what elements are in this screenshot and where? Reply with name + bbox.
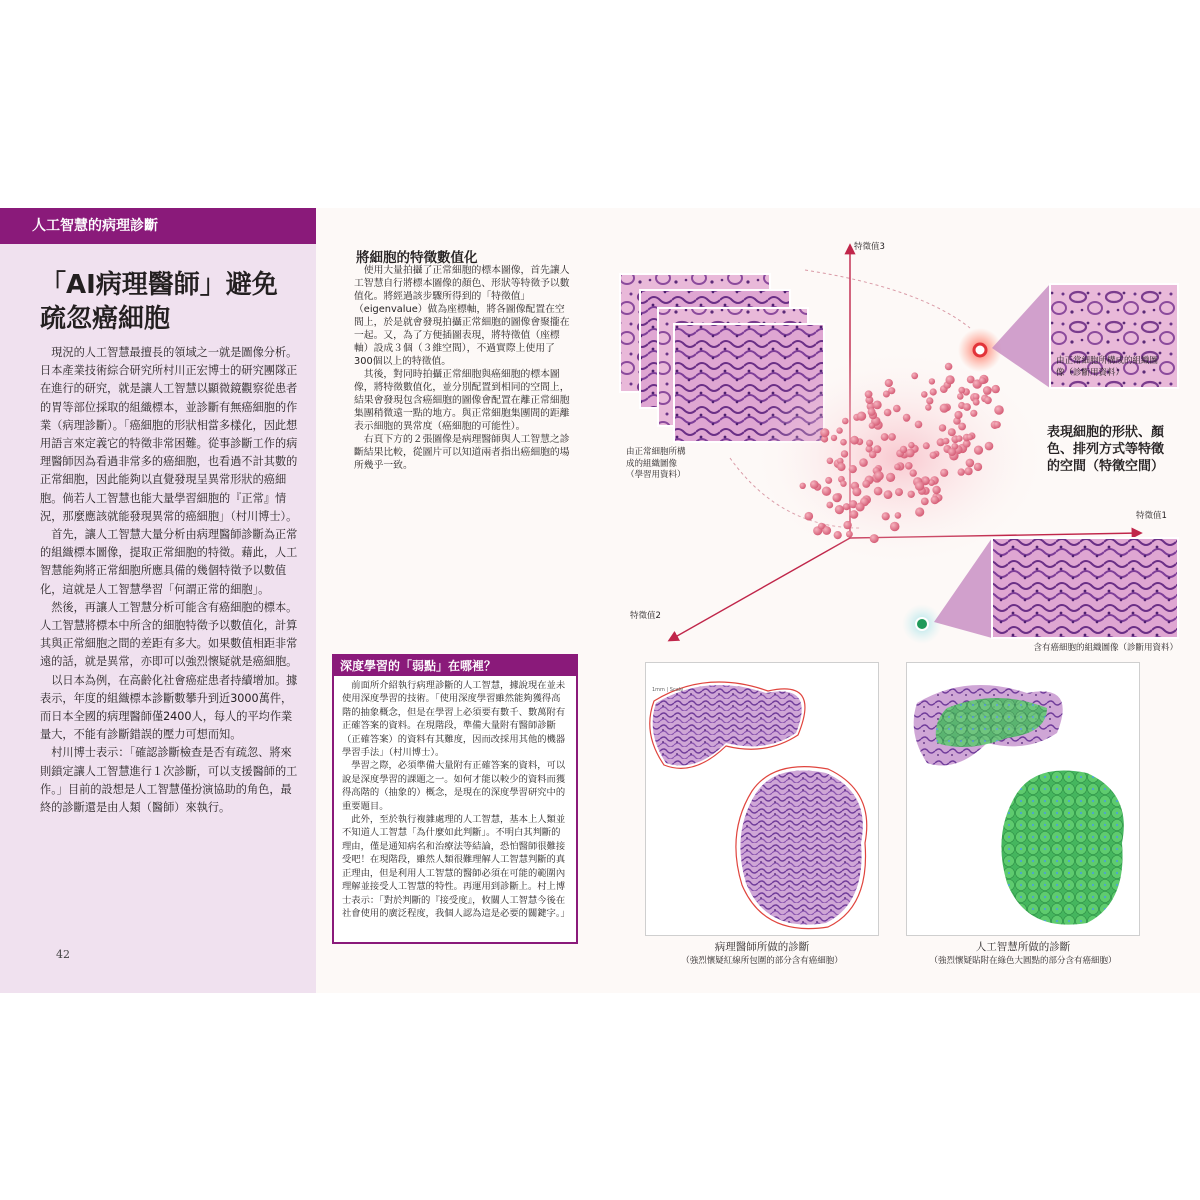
sample-dot	[850, 436, 859, 445]
feature-space-label: 表現細胞的形狀、顏 色、排列方式等特徵 的空間（特徵空間）	[1047, 425, 1165, 474]
sample-dot	[831, 435, 837, 441]
normal-diagnosis-caption: 由正常細胞所構成的組織圖 像（診斷用資料）	[1056, 356, 1159, 378]
sample-dot	[894, 464, 901, 471]
sample-dot	[945, 363, 953, 371]
sample-dot	[954, 411, 962, 419]
guide-curve	[805, 270, 970, 328]
sample-dot	[979, 377, 986, 384]
sample-dot	[869, 451, 877, 459]
sample-dot	[956, 435, 963, 442]
left-column	[0, 208, 316, 993]
sample-dot	[908, 491, 915, 498]
body-text	[40, 344, 300, 817]
headline	[40, 268, 310, 336]
sample-dot	[890, 522, 900, 532]
sample-dot	[865, 390, 873, 398]
sample-dot	[826, 502, 833, 509]
headline-line-2: 疏忽癌細胞	[40, 304, 171, 334]
sample-dot	[963, 403, 971, 411]
sample-dot	[939, 424, 946, 431]
paragraph: 然後，再讓人工智慧分析可能含有癌細胞的標本。人工智慧將標本中所含的細胞特徵予以數值化，計算其與正常細胞之間的差距有多大。如果數值相距非常遠的話，就是異常，亦即可以強烈懷疑就是癌細胞。	[40, 600, 298, 669]
sample-dot	[800, 483, 806, 489]
sample-dot	[868, 408, 876, 416]
sample-dot	[833, 494, 841, 502]
ai-diagnosis-panel	[906, 662, 1140, 936]
sample-dot	[869, 422, 875, 428]
sample-dot	[974, 463, 982, 471]
cancer-diagnosis-image	[992, 538, 1178, 638]
learning-data-caption: 由正常細胞所構 成的組織圖像 （學習用資料）	[626, 447, 686, 480]
sample-dot	[893, 405, 901, 413]
sample-dot	[984, 396, 992, 404]
sample-dot	[850, 510, 859, 519]
ai-detection-region	[1001, 771, 1123, 925]
intro-text	[354, 264, 572, 472]
tissue-fragment	[653, 685, 802, 766]
sample-dot	[983, 386, 992, 395]
paragraph: 其後，對同時拍攝正常細胞與癌細胞的標本圖像，將特徵數值化，並分別配置到相同的空間上，結果會發現包含癌細胞的圖像會配置在離正常細胞集團稍微遠一點的地方。與正常細胞集團間的距離表示細胞的異常度（癌細胞的可能性）。	[354, 369, 570, 432]
sample-dot	[930, 452, 937, 459]
tissue-fragment	[740, 771, 862, 925]
sample-dot	[966, 459, 975, 468]
sample-dot	[931, 496, 939, 504]
sample-dot	[957, 393, 964, 400]
sample-dot	[805, 512, 814, 521]
sample-dot	[835, 505, 844, 514]
sample-dot	[866, 440, 873, 447]
sample-dot	[930, 388, 937, 395]
sample-dot	[862, 480, 870, 488]
headline-line-1: 「AI病理醫師」避免	[40, 270, 278, 300]
sample-dot	[958, 387, 965, 394]
sample-dot	[857, 412, 866, 421]
sample-dot	[825, 477, 832, 484]
sample-dot	[818, 523, 825, 530]
intro-title: 將細胞的特徵數值化	[356, 250, 478, 266]
sample-dot	[965, 467, 973, 475]
sample-dot	[827, 458, 834, 465]
paragraph: 以日本為例，在高齡化社會癌症患者持續增加。據表示，年度的組織標本診斷數攀升到近3000萬件，而日本全國的病理醫師僅2400人，每人的平均作業量大，不能有診斷錯誤的壓力可想而知。	[40, 673, 298, 742]
box-text	[334, 676, 576, 920]
page-number: 42	[56, 948, 70, 961]
sample-dot	[908, 442, 914, 448]
magazine-spread	[0, 208, 1200, 993]
sample-dot	[929, 378, 935, 384]
sample-dot	[915, 507, 924, 516]
sample-dot	[940, 469, 948, 477]
axis-3-label: 特徵值3	[854, 242, 885, 252]
sample-dot	[973, 399, 980, 406]
sample-dot	[992, 385, 1000, 393]
sample-dot	[859, 458, 868, 467]
pathologist-caption: 病理醫師所做的診斷 （強烈懷疑紅線所包圍的部分含有癌細胞）	[681, 941, 843, 966]
sample-dot	[846, 531, 853, 538]
sample-dot	[834, 531, 842, 539]
paragraph: 前面所介紹執行病理診斷的人工智慧，據說現在並未使用深度學習的技術。「使用深度學習雖然能夠獲得高階的抽象概念，但是在學習上必須要有數千、數萬附有正確答案的資料。在現階段，準備大量附有醫師診斷（正確答案）的資料有其難度，因而改採用其他的機器學習手法」（村川博士）。	[342, 680, 566, 759]
paragraph: 現況的人工智慧最擅長的領域之一就是圖像分析。日本產業技術綜合研究所村川正宏博士的研究團隊正在進行的研究，就是讓人工智慧以顯微鏡觀察從患者的胃等部位採取的組織標本，並診斷有無癌細胞的作業（病理診斷）。「癌細胞的形狀相當多樣化，因此想用語言來定義它的特徵非常困難。從事診斷工作的病理醫師因為看過非常多的癌細胞，也看過不計其數的正常細胞，因此能夠以直覺發現呈異常形狀的癌細胞。倘若人工智慧也能大量學習細胞的『正常』情況，那麼應該就能發現異常的癌細胞」（村川博士）。	[40, 346, 298, 523]
sample-dot	[881, 433, 889, 441]
sample-dot	[946, 375, 955, 384]
sample-dot	[888, 433, 896, 441]
sample-dot	[926, 397, 933, 404]
paragraph: 此外，至於執行複雜處理的人工智慧，基本上人類並不知道人工智慧「為什麼如此判斷」。不明白其判斷的理由，僅是通知病名和治療法等結論，恐怕醫師很難接受吧！在現階段，雖然人類很難理解人工智慧判斷的真正理由，但是利用人工智慧的醫師必須在可能的範圍內理解並接受人工智慧的特性。再運用到診斷上。村上博士表示：「對於判斷的『接受度』，攸關人工智慧今後在社會使用的廣泛程度，我個人認為這是必要的關鍵字。」	[342, 814, 570, 919]
sample-dot	[911, 372, 918, 379]
paragraph: 首先，讓人工智慧大量分析由病理醫師診斷為正常的組織標本圖像，提取正常細胞的特徵。藉此，人工智慧能夠將正常細胞所應具備的幾個特徵予以數值化，這就是人工智慧學習「何謂正常的細胞」。	[40, 528, 298, 596]
sample-dot	[842, 418, 849, 425]
sample-dot	[903, 414, 911, 422]
sample-dot	[856, 503, 865, 512]
sample-dot	[849, 465, 857, 473]
sample-dot	[882, 512, 890, 520]
paragraph: 右頁下方的２張圖像是病理醫師與人工智慧之診斷結果比較，從圖片可以知道兩者指出癌細胞的場所幾乎一致。	[354, 434, 570, 471]
sample-dot	[958, 423, 966, 431]
sample-dot	[883, 391, 890, 398]
sample-dot	[886, 473, 895, 482]
sample-dot	[885, 379, 893, 387]
pathologist-tissue-map	[646, 663, 878, 935]
cancer-diagnosis-caption: 含有癌細胞的組織圖像（診斷用資料）	[1033, 643, 1178, 653]
ai-tissue-map	[907, 663, 1139, 935]
sample-dot	[837, 463, 845, 471]
sample-dot	[932, 486, 940, 494]
sample-dot	[841, 450, 848, 457]
sample-dot	[921, 498, 929, 506]
paragraph: 使用大量拍攝了正常細胞的標本圖像，首先讓人工智慧自行將標本圖像的顏色、形狀等特徵予以數值化。將經過該步驟所得到的「特徵值」（eigenvalue）做為座標軸，將各圖像配置在空間上，於是就會發現拍攝正常細胞的圖像會聚攏在一起。又，為了方便插圖表現，將特徵值（座標軸）設成３個（３維空間），不過實際上使用了300個以上的特徵值。	[354, 265, 570, 367]
sample-dot	[940, 404, 949, 413]
sample-dot	[895, 488, 903, 496]
cancer-sample-point	[916, 618, 928, 630]
sample-dot	[895, 512, 902, 519]
section-title: 人工智慧的病理診斷	[0, 208, 316, 244]
paragraph: 學習之際，必須準備大量附有正確答案的資料，可以說是深度學習的課題之一。如何才能以較少的資料而獲得高階的（抽象的）概念，是現在的深度學習研究中的重要題目。	[342, 760, 566, 812]
axis-1-label: 特徵值1	[1136, 511, 1167, 521]
sample-dot	[852, 487, 861, 496]
box-title: 深度學習的「弱點」在哪裡？	[334, 656, 576, 676]
sample-dot	[943, 438, 950, 445]
sample-dot	[967, 434, 973, 440]
sample-dot	[948, 448, 956, 456]
sample-dot	[874, 471, 884, 481]
sample-dot	[840, 439, 847, 446]
sample-dot	[915, 421, 923, 429]
sample-dot	[836, 427, 842, 433]
sample-dot	[840, 481, 846, 487]
sidebar-box	[332, 654, 578, 944]
axis-2-label: 特徵值2	[630, 611, 661, 621]
axis-2-line	[670, 538, 850, 640]
sample-dot	[994, 405, 1004, 415]
pathologist-diagnosis-panel	[645, 662, 879, 936]
paragraph: 村川博士表示：「確認診斷檢查是否有疏忽、將來則鎖定讓人工智慧進行１次診斷，可以支援醫師的工作。」目前的設想是人工智慧僅扮演協助的角色，最終的診斷還是由人類（醫師）來執行。	[40, 746, 298, 815]
sample-dot	[810, 480, 819, 489]
sample-dot	[870, 534, 879, 543]
sample-dot	[985, 442, 994, 451]
normal-sample-point	[974, 344, 986, 356]
sample-dot	[970, 410, 977, 417]
sample-dot	[958, 468, 965, 475]
sample-dot	[905, 462, 913, 470]
scale-label: 1mm | Scale	[652, 687, 684, 693]
sample-dot	[843, 521, 851, 529]
sample-dot	[923, 442, 930, 449]
sample-dot	[915, 481, 924, 490]
feature-cloud	[750, 348, 1050, 568]
sample-dot	[874, 487, 883, 496]
sample-dot	[910, 469, 917, 476]
ai-caption: 人工智慧所做的診斷 （強烈懷疑貼附在綠色大圓點的部分含有癌細胞）	[929, 941, 1117, 966]
sample-dot	[900, 446, 907, 453]
sample-dot	[994, 421, 1001, 428]
sample-dot	[925, 404, 931, 410]
sample-dot	[974, 446, 983, 455]
sample-dot	[820, 428, 829, 437]
sample-dot	[873, 401, 882, 410]
sample-dot	[884, 409, 892, 417]
sample-dot	[921, 391, 928, 398]
sample-dot	[822, 487, 831, 496]
callout-wedge	[992, 284, 1050, 388]
feature-space-figure	[600, 228, 1180, 653]
sample-dot	[884, 490, 893, 499]
sample-dot	[948, 428, 956, 436]
